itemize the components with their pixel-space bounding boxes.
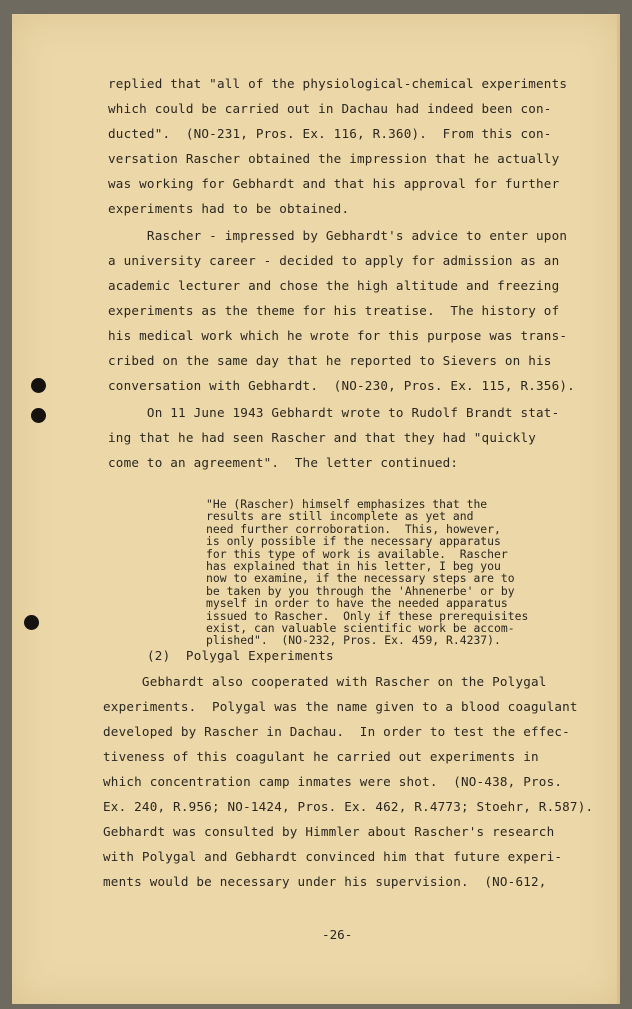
body-line: conversation with Gebhardt. (NO-230, Pros. Ex. 115, R.356). [108, 378, 575, 393]
body-line: with Polygal and Gebhardt convinced him that future experi- [103, 849, 563, 864]
section-heading: (2) Polygal Experiments [147, 648, 334, 663]
page-edge [617, 14, 620, 1004]
page-number: -26- [322, 927, 353, 942]
body-line: ducted". (NO-231, Pros. Ex. 116, R.360). From this con- [108, 126, 552, 141]
punch-hole-bottom [24, 615, 39, 630]
letter-quote: "He (Rascher) himself emphasizes that the results are still incomplete as yet and need further corroboration. This, however, is only possible if the necessary apparatus for this type of work is available. Rascher has explained that in his letter, I beg you now to examine, if the necessary steps are to be taken by you through the 'Ahnenerbe' or by myself in order to have the needed apparatus issued to Rascher. Only if these prerequisites exist, can valuable scientific work be accom- plished". (NO-232, Pros. Ex. 459, R.4237). [206, 497, 529, 648]
body-line: ments would be necessary under his supervision. (NO-612, [103, 874, 547, 889]
body-line: experiments as the theme for his treatise. The history of [108, 303, 560, 318]
document-page [12, 14, 620, 1004]
body-line: On 11 June 1943 Gebhardt wrote to Rudolf Brandt stat- [108, 405, 560, 420]
body-line: experiments. Polygal was the name given to a blood coagulant [103, 699, 578, 714]
body-line: replied that "all of the physiological-chemical experiments [108, 76, 568, 91]
body-line: academic lecturer and chose the high altitude and freezing [108, 278, 560, 293]
body-line: come to an agreement". The letter continued: [108, 455, 459, 470]
body-line: a university career - decided to apply for admission as an [108, 253, 560, 268]
body-line: tiveness of this coagulant he carried out experiments in [103, 749, 539, 764]
body-line: experiments had to be obtained. [108, 201, 350, 216]
body-line: Rascher - impressed by Gebhardt's advice to enter upon [108, 228, 568, 243]
body-line: his medical work which he wrote for this purpose was trans- [108, 328, 568, 343]
body-line: versation Rascher obtained the impression that he actually [108, 151, 560, 166]
body-line: cribed on the same day that he reported to Sievers on his [108, 353, 552, 368]
body-line: developed by Rascher in Dachau. In order to test the effec- [103, 724, 570, 739]
body-line: which could be carried out in Dachau had indeed been con- [108, 101, 552, 116]
punch-hole-top [31, 378, 46, 393]
body-line: Gebhardt was consulted by Himmler about Rascher's research [103, 824, 555, 839]
body-line: ing that he had seen Rascher and that they had "quickly [108, 430, 537, 445]
punch-hole-middle [31, 408, 46, 423]
body-line: Ex. 240, R.956; NO-1424, Pros. Ex. 462, R.4773; Stoehr, R.587). [103, 799, 594, 814]
body-line: which concentration camp inmates were shot. (NO-438, Pros. [103, 774, 563, 789]
body-line: Gebhardt also cooperated with Rascher on the Polygal [103, 674, 547, 689]
body-line: was working for Gebhardt and that his approval for further [108, 176, 560, 191]
